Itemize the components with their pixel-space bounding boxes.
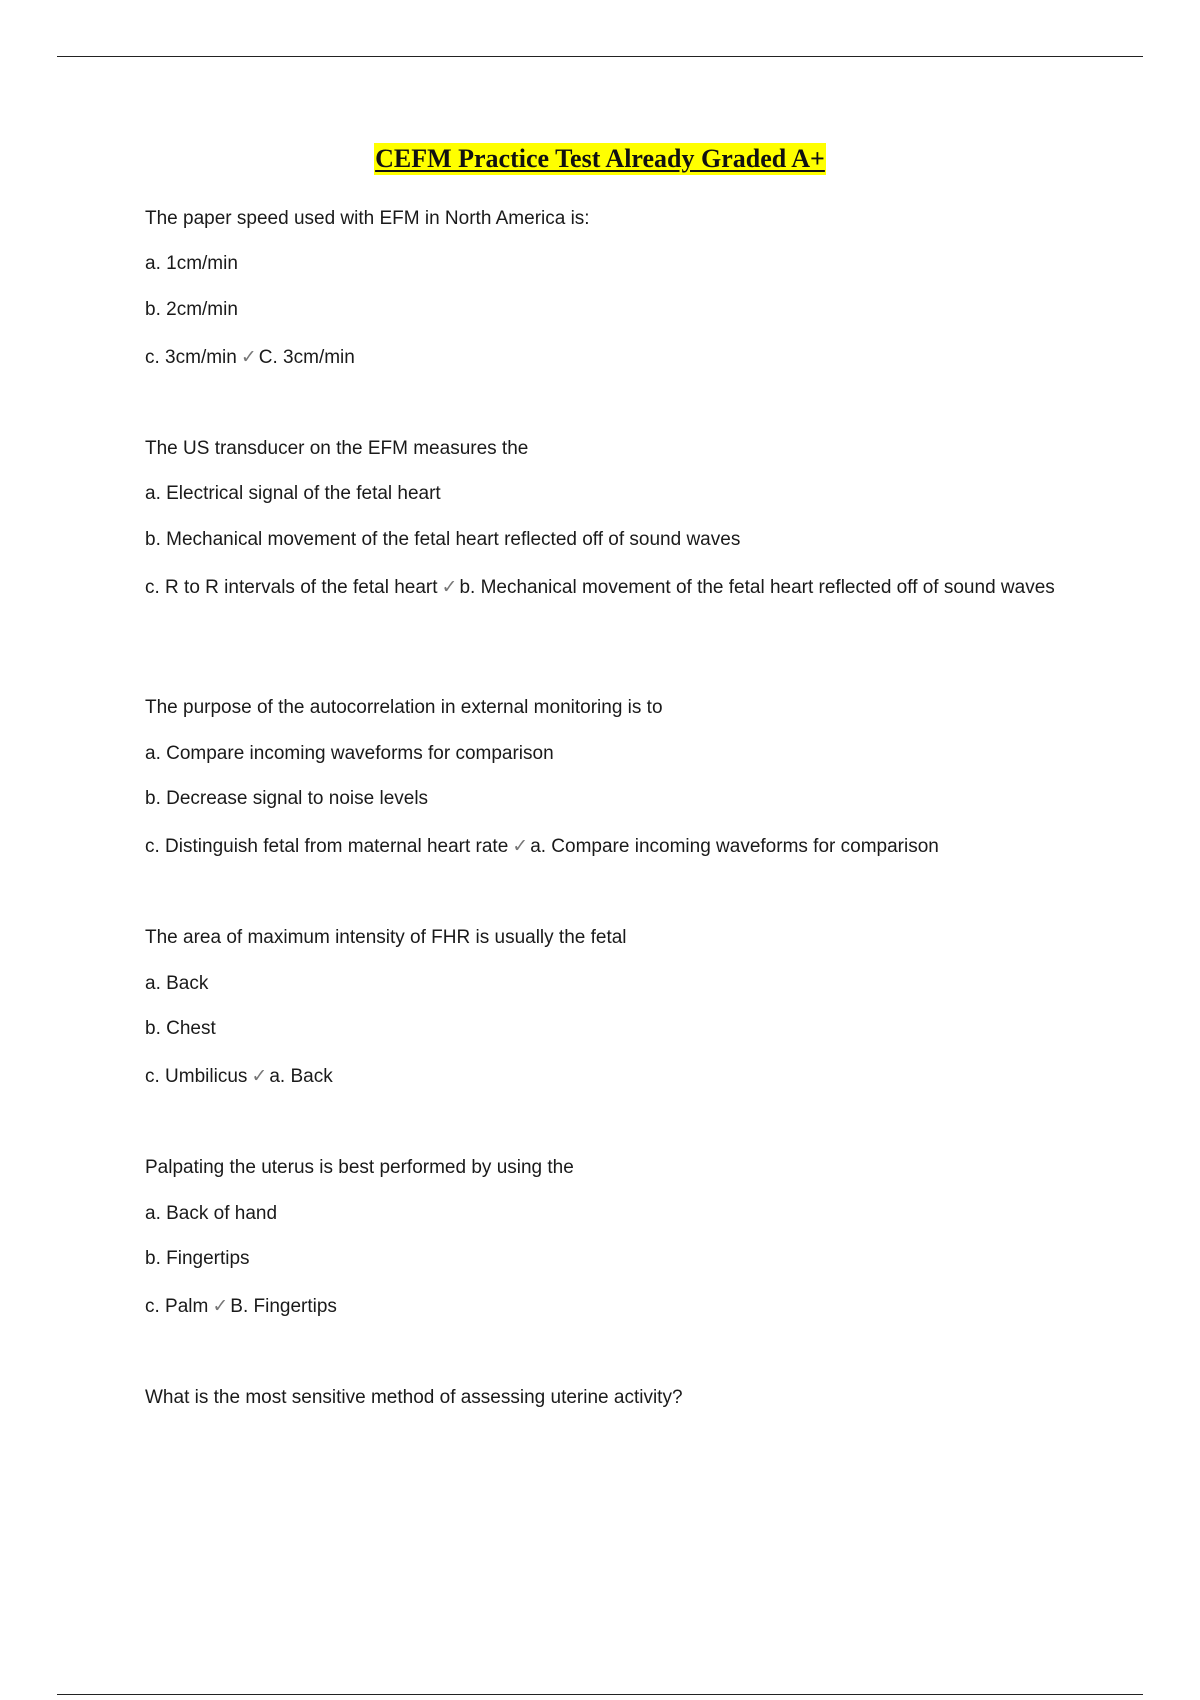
question-text: The US transducer on the EFM measures the (145, 438, 529, 459)
top-rule (57, 56, 1143, 57)
option-c-with-answer (145, 1293, 1075, 1321)
answer: a. Compare incoming waveforms for comparison (530, 836, 939, 857)
option-a: a. Electrical signal of the fetal heart (145, 483, 441, 504)
option-b: b. 2cm/min (145, 299, 238, 320)
page-title: CEFM Practice Test Already Graded A+ (375, 144, 825, 173)
option-b: b. Fingertips (145, 1248, 250, 1269)
option-a: a. 1cm/min (145, 253, 238, 274)
question-text: What is the most sensitive method of assessing uterine activity? (145, 1387, 683, 1408)
question-text: The purpose of the autocorrelation in external monitoring is to (145, 697, 663, 718)
check-icon: ✓ (212, 1296, 229, 1317)
option-b: b. Decrease signal to noise levels (145, 788, 429, 809)
option-c-with-answer (145, 833, 1075, 861)
bottom-rule (57, 1694, 1143, 1695)
answer: C. 3cm/min (258, 347, 355, 368)
option-c: c. Umbilicus (145, 1066, 248, 1087)
option-c: c. R to R intervals of the fetal heart (145, 577, 438, 598)
title-container (0, 143, 1200, 175)
answer: b. Mechanical movement of the fetal heart reflected off of sound waves (459, 577, 1055, 598)
check-icon: ✓ (240, 347, 257, 368)
option-c-with-answer (145, 344, 1075, 372)
answer: a. Back (269, 1066, 333, 1087)
question-text: Palpating the uterus is best performed by using the (145, 1157, 574, 1178)
option-a: a. Compare incoming waveforms for comparison (145, 743, 554, 764)
option-b: b. Mechanical movement of the fetal heart reflected off of sound waves (145, 529, 741, 550)
option-a: a. Back (145, 973, 209, 994)
question-text: The area of maximum intensity of FHR is usually the fetal (145, 927, 627, 948)
option-b: b. Chest (145, 1018, 216, 1039)
check-icon: ✓ (512, 836, 529, 857)
option-a: a. Back of hand (145, 1203, 278, 1224)
option-c: c. Palm (145, 1296, 209, 1317)
check-icon: ✓ (441, 577, 458, 598)
question-text: The paper speed used with EFM in North America is: (145, 208, 590, 229)
check-icon: ✓ (251, 1066, 268, 1087)
option-c: c. 3cm/min (145, 347, 237, 368)
option-c: c. Distinguish fetal from maternal heart rate (145, 836, 509, 857)
option-c-with-answer (145, 574, 1075, 602)
option-c-with-answer (145, 1063, 1075, 1091)
answer: B. Fingertips (230, 1296, 337, 1317)
